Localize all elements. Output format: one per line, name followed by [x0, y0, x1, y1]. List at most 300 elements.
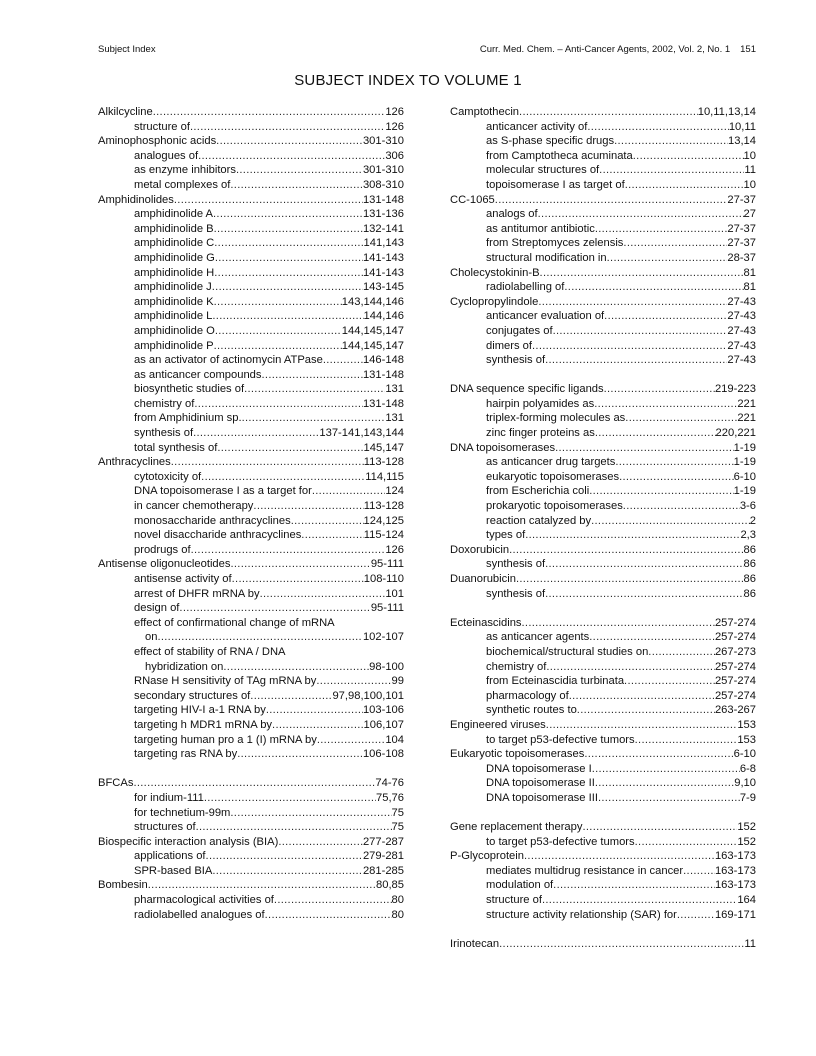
index-term: Cholecystokinin-B	[450, 266, 540, 279]
index-sub-entry	[98, 733, 404, 748]
dot-leader	[555, 441, 734, 456]
index-term: secondary structures of	[134, 689, 251, 702]
blank-line	[98, 762, 404, 777]
page-reference: 163-173	[714, 850, 756, 863]
dot-leader	[540, 266, 744, 281]
page-reference: 10	[743, 178, 756, 191]
index-term: structure of	[134, 120, 190, 133]
dot-leader	[595, 776, 734, 791]
index-term: as enzyme inhibitors	[134, 164, 236, 177]
index-sub-entry	[98, 411, 404, 426]
index-term: as anticancer drug targets	[486, 456, 616, 469]
index-term: SPR-based BIA	[134, 864, 213, 877]
index-sub-entry	[98, 236, 404, 251]
page-reference: 11	[744, 164, 756, 177]
running-head-journal	[480, 44, 756, 55]
page-reference: 279-281	[362, 850, 404, 863]
dot-leader	[174, 193, 363, 208]
index-term: total synthesis of	[134, 441, 218, 454]
index-term: antisense activity of	[134, 573, 232, 585]
index-term: DNA topoisomerase III	[486, 791, 598, 804]
index-term: targeting HIV-I a-1 RNA by	[134, 704, 266, 717]
page-reference: 124	[385, 485, 404, 498]
index-term: DNA topoisomerase II	[486, 777, 595, 790]
page-reference: 75	[391, 806, 404, 819]
index-term: Duanorubicin	[450, 573, 516, 585]
dot-leader	[595, 222, 728, 237]
dot-leader	[237, 747, 363, 762]
index-sub-entry	[98, 514, 404, 529]
page-reference: 27-43	[727, 339, 756, 352]
index-term: chemistry of	[134, 397, 195, 410]
journal-citation: Curr. Med. Chem. – Anti-Cancer Agents, 2002, Vol. 2, No. 1	[479, 44, 731, 55]
page-reference: 103-106	[362, 704, 404, 717]
dot-leader	[216, 134, 363, 149]
index-sub-entry	[450, 309, 756, 324]
dot-leader	[635, 835, 738, 850]
index-continuation-line	[98, 630, 404, 645]
page-reference: 7-9	[739, 791, 756, 804]
dot-leader	[317, 733, 386, 748]
index-term: to target p53-defective tumors	[486, 733, 635, 746]
dot-leader	[553, 878, 715, 893]
dot-leader	[546, 660, 715, 675]
dot-leader	[253, 499, 363, 514]
dot-leader	[592, 762, 740, 777]
dot-leader	[230, 806, 391, 821]
page-reference: 6-8	[739, 762, 756, 775]
index-main-entry	[98, 776, 404, 791]
page-reference: 113-128	[363, 500, 404, 513]
page-reference: 153	[737, 718, 756, 731]
index-term: modulation of	[486, 879, 554, 892]
index-sub-entry	[98, 908, 404, 923]
index-main-entry	[98, 455, 404, 470]
dot-leader	[683, 864, 715, 879]
dot-leader	[546, 718, 738, 733]
dot-leader	[215, 251, 363, 266]
page-reference: 131	[385, 412, 404, 425]
index-term: prokaryotic topoisomerases	[486, 500, 623, 513]
index-sub-entry	[450, 645, 756, 660]
index-sub-entry	[98, 893, 404, 908]
page-reference: 277-287	[362, 835, 404, 848]
index-main-entry	[450, 849, 756, 864]
page-reference: 95-111	[370, 558, 404, 571]
index-term: DNA sequence specific ligands	[450, 383, 604, 396]
index-term: P-Glycoprotein	[450, 850, 524, 863]
index-sub-entry	[450, 178, 756, 193]
index-sub-entry	[98, 820, 404, 835]
index-term: pharmacology of	[486, 689, 569, 702]
dot-leader	[201, 470, 365, 485]
dot-leader	[250, 689, 332, 704]
index-term: as S-phase specific drugs	[486, 135, 615, 148]
running-head-section: Subject Index	[98, 44, 156, 55]
index-sub-entry	[450, 280, 756, 295]
index-main-entry	[98, 134, 404, 149]
index-term: from Escherichia coli	[486, 485, 590, 498]
index-term: topoisomerase I as target of	[486, 178, 625, 191]
dot-leader	[525, 528, 740, 543]
index-term: CC-1065	[450, 193, 495, 206]
page-reference: 95-111	[370, 602, 404, 615]
index-term: in cancer chemotherapy	[134, 500, 254, 513]
dot-leader	[260, 587, 386, 602]
index-sub-entry	[98, 718, 404, 733]
index-term: hybridization on	[145, 660, 224, 673]
index-term: amphidinolide J	[134, 281, 212, 294]
dot-leader	[604, 309, 727, 324]
page-reference: 301-310	[362, 135, 404, 148]
page-reference: 86	[743, 558, 756, 571]
index-main-entry	[450, 937, 756, 952]
index-column-right	[450, 105, 756, 951]
dot-leader	[538, 207, 744, 222]
dot-leader	[604, 382, 715, 397]
page-reference: 27-37	[727, 237, 756, 250]
index-term: applications of	[134, 850, 206, 863]
dot-leader	[542, 893, 737, 908]
index-term: for technetium-99m	[134, 806, 231, 819]
index-term: Amphidinolides	[98, 193, 174, 206]
index-sub-entry	[450, 893, 756, 908]
dot-leader	[213, 207, 363, 222]
dot-leader	[171, 455, 364, 470]
page-reference: 106,107	[363, 718, 404, 731]
page-reference: 97,98,100,101	[332, 689, 404, 702]
index-sub-entry	[98, 747, 404, 762]
index-sub-entry	[450, 163, 756, 178]
index-sub-entry	[450, 835, 756, 850]
page-reference: 10,11,13,14	[697, 106, 756, 118]
index-term: biosynthetic studies of	[134, 383, 245, 396]
index-term: novel disaccharide anthracyclines	[134, 529, 302, 542]
page-reference: 137-141,143,144	[319, 427, 404, 440]
index-term: BFCAs	[98, 777, 134, 790]
page-reference: 108-110	[363, 573, 404, 585]
index-term: as an activator of actinomycin ATPase	[134, 354, 323, 367]
page-reference: 221	[737, 397, 756, 410]
blank-line	[450, 368, 756, 383]
dot-leader	[266, 703, 363, 718]
page-reference: 126	[385, 106, 404, 118]
page-reference: 27-43	[727, 354, 756, 367]
dot-leader	[212, 864, 363, 879]
index-sub-entry	[450, 251, 756, 266]
index-main-entry	[450, 572, 756, 587]
page-reference: 146-148	[362, 354, 404, 367]
index-term: effect of confirmational change of mRNA	[134, 616, 335, 629]
index-sub-entry	[98, 806, 404, 821]
page-reference: 27-43	[727, 310, 756, 323]
page-reference: 306	[385, 149, 404, 162]
index-term: Aminophosphonic acids	[98, 135, 217, 148]
dot-leader	[532, 339, 727, 354]
page-reference: 104	[385, 733, 404, 746]
dot-leader	[193, 426, 319, 441]
page-reference: 219-223	[714, 383, 756, 396]
running-head	[98, 44, 756, 58]
dot-leader	[265, 908, 392, 923]
dot-leader	[584, 747, 733, 762]
page-reference: 81	[743, 266, 756, 279]
page-reference: 144,146	[363, 310, 404, 323]
index-sub-entry	[98, 587, 404, 602]
index-sub-entry	[450, 674, 756, 689]
index-sub-entry	[450, 791, 756, 806]
index-sub-entry	[450, 397, 756, 412]
index-term: metal complexes of	[134, 178, 231, 191]
index-sub-entry	[98, 689, 404, 704]
index-sub-entry	[450, 149, 756, 164]
page-reference: 98-100	[369, 660, 404, 673]
index-main-entry	[98, 835, 404, 850]
index-term: structure of	[486, 894, 542, 907]
index-sub-entry	[450, 776, 756, 791]
index-term: Cyclopropylindole	[450, 295, 539, 308]
dot-leader	[614, 134, 728, 149]
page-reference: 101	[385, 587, 404, 600]
dot-leader	[214, 339, 342, 354]
index-term: eukaryotic topoisomerases	[486, 470, 620, 483]
index-sub-entry	[450, 207, 756, 222]
dot-leader	[196, 820, 392, 835]
dot-leader	[648, 645, 715, 660]
dot-leader	[564, 280, 743, 295]
index-term: Doxorubicin	[450, 543, 510, 556]
index-term: Bombesin	[98, 879, 148, 892]
index-sub-entry	[450, 222, 756, 237]
index-sub-entry	[450, 484, 756, 499]
index-term: conjugates of	[486, 324, 553, 337]
page-reference: 86	[743, 587, 756, 600]
dot-leader	[214, 236, 363, 251]
page-reference: 152	[737, 835, 756, 848]
index-sub-entry	[98, 353, 404, 368]
index-term: Gene replacement therapy	[450, 821, 583, 834]
index-sub-entry	[450, 134, 756, 149]
page-reference: 131-148	[362, 368, 404, 381]
dot-leader	[274, 893, 392, 908]
dot-leader	[619, 470, 734, 485]
dot-leader	[190, 120, 385, 135]
index-sub-entry	[450, 660, 756, 675]
index-term: amphidinolide P	[134, 339, 214, 352]
index-sub-entry	[98, 849, 404, 864]
index-sub-entry	[450, 426, 756, 441]
index-sub-entry	[98, 222, 404, 237]
index-term: types of	[486, 529, 526, 542]
page-reference: 1-19	[733, 485, 756, 498]
index-term: Ecteinascidins	[450, 616, 522, 629]
index-sub-entry	[98, 163, 404, 178]
index-sub-entry	[450, 733, 756, 748]
index-term: design of	[134, 602, 180, 615]
dot-leader	[607, 251, 728, 266]
page-reference: 11	[744, 937, 756, 950]
dot-leader	[587, 120, 728, 135]
page-reference: 27-37	[727, 193, 756, 206]
dot-leader	[262, 368, 363, 383]
index-term: Irinotecan	[450, 937, 500, 950]
dot-leader	[133, 776, 375, 791]
dot-leader	[545, 353, 727, 368]
index-sub-entry	[98, 645, 404, 660]
page-reference: 301-310	[362, 164, 404, 177]
index-term: structures of	[134, 821, 196, 834]
page-reference: 113-128	[363, 456, 404, 469]
index-sub-entry	[98, 251, 404, 266]
blank-line	[450, 601, 756, 616]
dot-leader	[244, 382, 385, 397]
index-sub-entry	[450, 557, 756, 572]
dot-leader	[230, 178, 363, 193]
dot-leader	[153, 105, 386, 120]
page-reference: 102-107	[362, 631, 404, 644]
index-term: arrest of DHFR mRNA by	[134, 587, 260, 600]
page-reference: 10	[743, 149, 756, 162]
dot-leader	[624, 674, 715, 689]
page-reference: 144,145,147	[341, 324, 404, 337]
page-reference: 131-148	[362, 397, 404, 410]
dot-leader	[198, 149, 385, 164]
dot-leader	[577, 703, 715, 718]
index-sub-entry	[98, 295, 404, 310]
index-main-entry	[98, 878, 404, 893]
index-term: DNA topoisomerase I	[486, 762, 592, 775]
index-continuation-line	[98, 660, 404, 675]
page-reference: 80	[391, 894, 404, 907]
index-sub-entry	[98, 601, 404, 616]
index-sub-entry	[98, 674, 404, 689]
page-reference: 141,143	[363, 237, 404, 250]
index-term: amphidinolide K	[134, 295, 214, 308]
index-term: radiolabelled analogues of	[134, 908, 265, 921]
page-reference: 115-124	[363, 529, 404, 542]
index-term: reaction catalyzed by	[486, 514, 592, 527]
index-term: analogs of	[486, 208, 538, 221]
index-sub-entry	[98, 120, 404, 135]
page-reference: 114,115	[365, 470, 404, 483]
index-sub-entry	[450, 455, 756, 470]
page-reference: 143,144,146	[341, 295, 404, 308]
index-term: pharmacological activities of	[134, 894, 274, 907]
page-number: 151	[740, 44, 756, 55]
dot-leader	[232, 572, 364, 587]
dot-leader	[516, 572, 744, 587]
page-reference: 74-76	[375, 777, 404, 790]
dot-leader	[635, 733, 738, 748]
index-sub-entry	[98, 484, 404, 499]
index-term: Camptothecin	[450, 106, 520, 118]
page-reference: 27	[743, 208, 756, 221]
index-sub-entry	[98, 470, 404, 485]
index-main-entry	[450, 382, 756, 397]
index-term: to target p53-defective tumors	[486, 835, 635, 848]
dot-leader	[625, 178, 744, 193]
index-term: Biospecific interaction analysis (BIA)	[98, 835, 279, 848]
index-term: prodrugs of	[134, 543, 191, 556]
dot-leader	[594, 397, 737, 412]
index-sub-entry	[98, 339, 404, 354]
index-main-entry	[98, 105, 404, 120]
index-sub-entry	[450, 236, 756, 251]
page-reference: 163-173	[714, 864, 756, 877]
dot-leader	[499, 937, 744, 952]
blank-line	[450, 806, 756, 821]
index-sub-entry	[450, 120, 756, 135]
index-main-entry	[450, 105, 756, 120]
dot-leader	[194, 397, 363, 412]
page-reference: 1-19	[733, 456, 756, 469]
index-term: targeting h MDR1 mRNA by	[134, 718, 273, 731]
page-reference: 6-10	[733, 470, 756, 483]
index-sub-entry	[98, 528, 404, 543]
dot-leader	[230, 557, 370, 572]
index-term: as antitumor antibiotic	[486, 222, 595, 235]
page-reference: 124,125	[363, 514, 404, 527]
dot-leader	[519, 105, 698, 120]
index-main-entry	[450, 616, 756, 631]
index-term: Eukaryotic topoisomerases	[450, 748, 585, 761]
dot-leader	[242, 411, 386, 426]
dot-leader	[215, 324, 342, 339]
index-sub-entry	[98, 368, 404, 383]
index-term: chemistry of	[486, 660, 547, 673]
index-term: on	[145, 631, 158, 644]
index-sub-entry	[450, 324, 756, 339]
index-term: mediates multidrug resistance in cancer	[486, 864, 684, 877]
page-reference: 308-310	[362, 178, 404, 191]
index-term: amphidinolide G	[134, 251, 215, 264]
index-sub-entry	[450, 470, 756, 485]
dot-leader	[598, 791, 740, 806]
index-main-entry	[450, 747, 756, 762]
page-reference: 257-274	[714, 660, 756, 673]
page-reference: 220,221	[715, 427, 756, 440]
index-sub-entry	[450, 499, 756, 514]
index-term: for indium-111	[134, 791, 204, 804]
index-main-entry	[98, 557, 404, 572]
dot-leader	[591, 514, 750, 529]
dot-leader	[522, 616, 715, 631]
index-term: biochemical/structural studies on	[486, 645, 649, 658]
index-sub-entry	[450, 703, 756, 718]
index-sub-entry	[450, 514, 756, 529]
dot-leader	[582, 820, 737, 835]
dot-leader	[509, 543, 743, 558]
page-reference: 28-37	[727, 251, 756, 264]
page-reference: 257-274	[714, 675, 756, 688]
index-term: amphidinolide H	[134, 266, 215, 279]
dot-leader	[312, 484, 385, 499]
page-reference: 27-43	[727, 324, 756, 337]
dot-leader	[316, 674, 391, 689]
dot-leader	[538, 295, 727, 310]
dot-leader	[214, 295, 342, 310]
page-reference: 141-143	[362, 266, 404, 279]
index-term: from Ecteinascidia turbinata	[486, 675, 625, 688]
page-reference: 106-108	[362, 748, 404, 761]
page-reference: 3-6	[739, 500, 756, 513]
dot-leader	[623, 499, 740, 514]
index-sub-entry	[450, 878, 756, 893]
index-term: amphidinolide B	[134, 222, 214, 235]
dot-leader	[589, 484, 733, 499]
index-term: anticancer evaluation of	[486, 310, 605, 323]
dot-leader	[323, 353, 363, 368]
